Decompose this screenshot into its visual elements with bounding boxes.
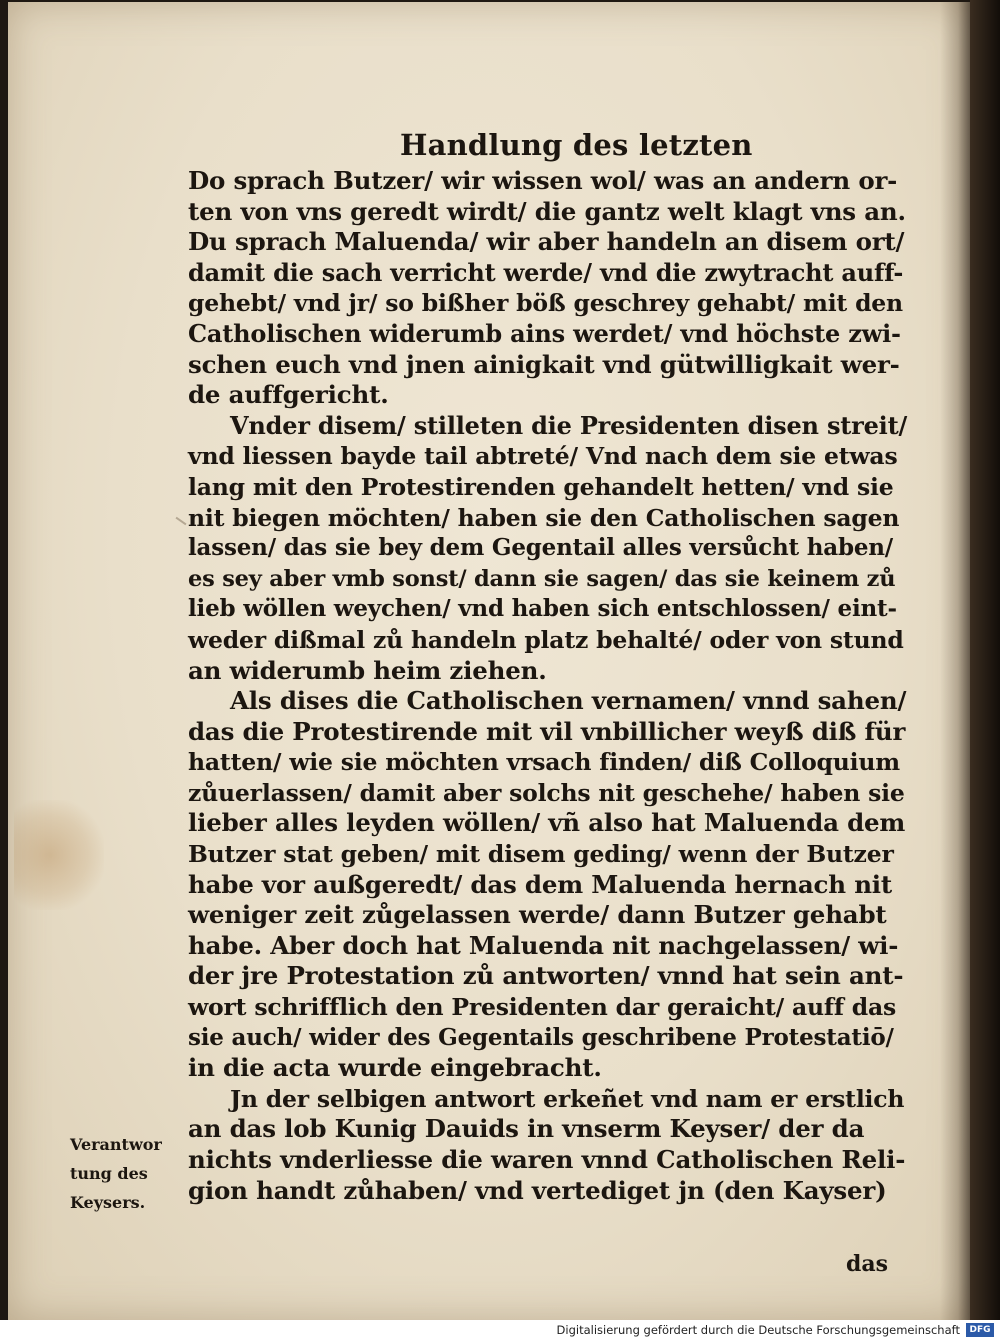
text-line: nichts vnderliesse die waren vnnd Catholischen Reli- xyxy=(188,1145,906,1174)
text-line: Butzer stat geben/ mit disem geding/ wenn der Butzer xyxy=(188,840,894,869)
text-line: Jn der selbigen antwort erkeñet vnd nam er erstlich xyxy=(230,1084,905,1113)
text-line: lieb wöllen weychen/ vnd haben sich entschlossen/ eint- xyxy=(188,595,897,623)
text-line: an das lob Kunig Dauids in vnserm Keyser/ der da xyxy=(188,1114,865,1144)
body-text xyxy=(188,166,908,1206)
text-line: habe vor außgeredt/ das dem Maluenda hernach nit xyxy=(188,869,893,899)
margin-note xyxy=(70,1130,190,1217)
text-line: Vnder disem/ stilleten die Presidenten disen streit/ xyxy=(230,410,908,440)
water-stain xyxy=(14,800,104,910)
text-line: vnd liessen bayde tail abtreté/ Vnd nach dem sie etwas xyxy=(188,442,898,471)
book-edge xyxy=(970,0,1000,1320)
text-line: lassen/ das sie bey dem Gegentail alles versůcht haben/ xyxy=(188,534,894,562)
text-line: Du sprach Maluenda/ wir aber handeln an disem ort/ xyxy=(188,227,905,257)
text-line: schen euch vnd jnen ainigkait vnd gütwilligkait wer- xyxy=(188,349,900,379)
text-line: lang mit den Protestirenden gehandelt hetten/ vnd sie xyxy=(188,472,894,501)
text-line: Catholischen widerumb ains werdet/ vnd höchste zwi- xyxy=(188,318,901,348)
text-line: wort schrifflich den Presidenten dar geraicht/ auff das xyxy=(188,993,897,1022)
catchword: das xyxy=(846,1251,889,1277)
margin-note-line: Verantwor xyxy=(70,1135,162,1154)
margin-note-line: tung des xyxy=(70,1164,148,1183)
dfg-logo: DFG xyxy=(966,1323,994,1337)
text-line: habe. Aber doch hat Maluenda nit nachgelassen/ wi- xyxy=(188,930,899,960)
text-line: es sey aber vmb sonst/ dann sie sagen/ das sie keinem zů xyxy=(188,565,896,592)
text-line: weniger zeit zůgelassen werde/ dann Butzer gehabt xyxy=(188,900,887,930)
text-line: Als dises die Catholischen vernamen/ vnnd sahen/ xyxy=(230,686,907,716)
text-line: an widerumb heim ziehen. xyxy=(188,655,547,685)
text-line: hatten/ wie sie möchten vrsach finden/ diß Colloquium xyxy=(188,748,900,777)
text-line: zůuerlassen/ damit aber solchs nit geschehe/ haben sie xyxy=(188,778,905,807)
text-line: sie auch/ wider des Gegentails geschribene Protestatiō/ xyxy=(188,1023,894,1051)
text-line: damit die sach verricht werde/ vnd die zwytracht auff- xyxy=(188,257,904,287)
funding-notice: Digitalisierung gefördert durch die Deutsche Forschungsgemeinschaft xyxy=(556,1323,960,1337)
text-line: der jre Protestation zů antworten/ vnnd hat sein ant- xyxy=(188,961,904,991)
text-line: de auffgericht. xyxy=(188,380,389,410)
text-line: in die acta wurde eingebracht. xyxy=(188,1053,602,1083)
text-line: nit biegen möchten/ haben sie den Catholischen sagen xyxy=(188,503,900,532)
text-line: weder dißmal zů handeln platz behalté/ oder von stund xyxy=(188,625,904,654)
margin-note-line: Keysers. xyxy=(70,1193,146,1212)
text-line: Do sprach Butzer/ wir wissen wol/ was an andern or- xyxy=(188,166,898,195)
text-line: gehebt/ vnd jr/ so bißher böß geschrey gehabt/ mit den xyxy=(188,289,903,318)
text-line: das die Protestirende mit vil vnbillicher weyß diß für xyxy=(188,716,906,746)
text-line: gion handt zůhaben/ vnd vertediget jn (den Kayser) xyxy=(188,1175,887,1205)
text-line: lieber alles leyden wöllen/ vñ also hat Maluenda dem xyxy=(188,808,906,838)
page-gutter-shadow xyxy=(940,2,970,1320)
text-line: ten von vns geredt wirdt/ die gantz welt klagt vns an. xyxy=(188,196,906,226)
running-head: Handlung des letzten xyxy=(400,128,753,162)
